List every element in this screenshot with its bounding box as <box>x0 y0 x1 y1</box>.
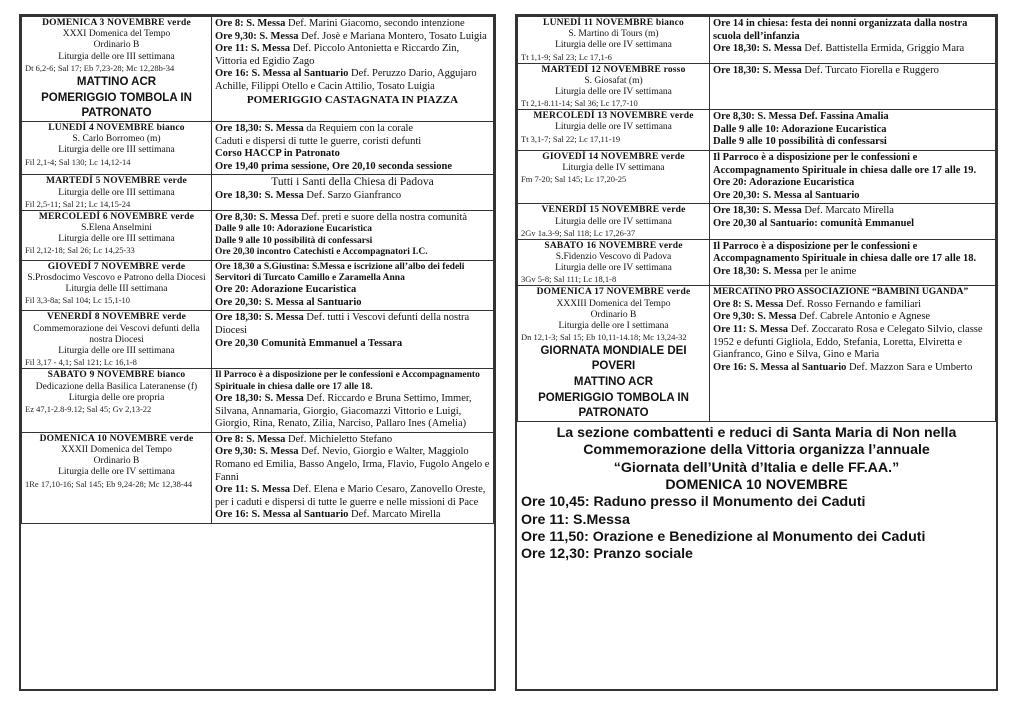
event-time: Ore 18,30: S. Messa <box>215 312 304 324</box>
event-details: Def. Josè e Mariana Montero, Tosato Luigia <box>298 30 487 42</box>
schedule-row <box>22 175 494 210</box>
day-title: GIOVEDÌ 7 NOVEMBRE verde <box>47 261 186 272</box>
liturgy-line: S. Giosafat (m) <box>584 75 643 86</box>
event-line <box>713 362 992 375</box>
day-cell <box>22 121 212 174</box>
day-title: GIOVEDÌ 14 NOVEMBRE verde <box>542 152 685 163</box>
event-time: Ore 9,30: S. Messa <box>215 30 299 42</box>
event-time: Ore 8,30: S. Messa <box>215 211 299 223</box>
events-cell <box>212 121 494 174</box>
event-line <box>713 177 992 190</box>
event-line <box>713 311 992 324</box>
left-schedule-table <box>21 16 494 524</box>
event-time: Ore 9,30: S. Messa <box>713 311 797 323</box>
right-schedule-column <box>515 14 998 691</box>
event-line <box>215 484 490 509</box>
day-title: LUNEDÌ 4 NOVEMBRE bianco <box>48 122 185 133</box>
schedule-row <box>22 121 494 174</box>
event-line <box>713 111 992 124</box>
day-cell <box>22 210 212 260</box>
announcement-event-title: “Giornata dell’Unità d’Italia e delle FF.AA.” <box>613 459 900 476</box>
event-time: Il Parroco è a disposizione per le confessioni e Accompagnamento Spirituale in chiesa dalle ore 17 alle 18. <box>713 240 977 265</box>
event-details: Caduti e dispersi di tutte le guerre, coristi defunti <box>215 135 422 147</box>
day-cell <box>518 204 710 239</box>
event-details: Def. preti e suore della nostra comunità <box>298 211 468 223</box>
event-details: Def. Marcato Mirella <box>801 205 894 217</box>
day-cell <box>22 17 212 122</box>
liturgy-line: Ordinario B <box>590 309 637 320</box>
liturgy-line: Dedicazione della Basilica Lateranense (f) <box>35 381 198 392</box>
event-details: Def. Peruzzo Dario, Aggujaro Achille, Filippi Otello e Cacin Attilio, Tosato Luigia <box>215 68 477 92</box>
event-details: Def. Marini Giacomo, secondo intenzione <box>285 18 465 29</box>
announcement-line: Ore 11: S.Messa <box>521 511 630 528</box>
event-line <box>713 190 992 203</box>
event-time: Ore 16: S. Messa al Santuario <box>215 68 349 80</box>
event-line <box>215 338 490 351</box>
event-line <box>713 266 992 279</box>
event-line <box>215 190 490 203</box>
liturgy-line: Liturgia delle IV settimana <box>562 163 665 174</box>
event-note: Ore 18,30 a S.Giustina: S.Messa e iscrizione all’albo dei fedeli Servitori di Turcato Camillo e Zaramella Anna <box>215 261 465 283</box>
event-time: Ore 18,30: S. Messa <box>713 205 802 217</box>
day-cell <box>22 311 212 369</box>
event-line <box>215 297 490 310</box>
readings: 3Gv 5-8; Sal 111; Lc 18,1-8 <box>521 274 617 285</box>
liturgy-line: S.Prosdocimo Vescovo e Patrono della Diocesi <box>27 272 206 283</box>
event-time: Ore 16: S. Messa al Santuario <box>215 509 349 521</box>
event-line <box>713 218 992 231</box>
schedule-row <box>518 204 996 239</box>
day-highlight: GIORNATA MONDIALE DEI POVERI <box>540 345 687 372</box>
liturgy-line: S. Martino di Tours (m) <box>568 29 659 40</box>
day-cell <box>518 151 710 204</box>
event-time: Dalle 9 alle 10: Adorazione Eucaristica <box>713 123 887 135</box>
event-note: Dalle 9 alle 10: Adorazione Eucaristica <box>215 224 372 235</box>
day-title: MARTEDÌ 12 NOVEMBRE rosso <box>541 64 686 75</box>
event-line <box>215 123 490 136</box>
events-cell <box>710 110 996 151</box>
schedule-row <box>518 286 996 422</box>
event-line <box>713 299 992 312</box>
event-time: Ore 16: S. Messa al Santuario <box>713 361 847 373</box>
readings: Fil 2,12-18; Sal 26; Lc 14,25-33 <box>25 245 135 256</box>
events-cell <box>710 286 996 422</box>
readings: Dt 6,2-6; Sal 17; Eb 7,23-28; Mc 12,28b-34 <box>25 62 175 73</box>
event-line <box>713 124 992 137</box>
day-cell <box>22 369 212 433</box>
day-cell <box>22 432 212 523</box>
event-time: Ore 19,40 prima sessione, Ore 20,10 seconda sessione <box>215 160 453 172</box>
event-line <box>215 434 490 447</box>
event-time: Ore 20,30: S. Messa al Santuario <box>215 296 362 308</box>
event-time: Ore 8: S. Messa <box>713 298 784 310</box>
event-time: Ore 20,30: S. Messa al Santuario <box>713 189 860 201</box>
event-details: Def. Turcato Fiorella e Ruggero <box>801 64 939 76</box>
event-line <box>713 18 992 43</box>
event-time: Ore 18,30: S. Messa <box>215 190 304 202</box>
day-title: SABATO 9 NOVEMBRE bianco <box>47 370 186 381</box>
event-note: Il Parroco è a disposizione per le confessioni e Accompagnamento Spirituale in chiesa dalle ore 17 alle 18. <box>215 370 480 392</box>
schedule-row <box>518 17 996 64</box>
readings: Fm 7-20; Sal 145; Lc 17,20-25 <box>521 174 627 185</box>
events-cell <box>212 432 494 523</box>
liturgy-line: Liturgia delle ore III settimana <box>58 51 175 62</box>
event-details: Def. Zoccarato Rosa e Celegato Silvio, classe 1952 e defunti Gigliola, Eddo, Stefania, Loretta, Elviretta e Gianfranco, Gino e Silva, Gino e Maria <box>713 324 983 361</box>
day-title: VENERDÌ 8 NOVEMBRE verde <box>46 312 187 323</box>
right-schedule-table <box>517 16 996 422</box>
event-note: Ore 20,30 incontro Catechisti e Accompagnatori I.C. <box>215 247 428 258</box>
event-note: Dalle 9 alle 10 possibilità di confessarsi <box>215 235 373 246</box>
liturgy-line: Liturgia delle ore IV settimana <box>555 263 672 274</box>
event-details: Def. Mazzon Sara e Umberto <box>846 361 973 373</box>
day-title: DOMENICA 17 NOVEMBRE verde <box>536 287 691 298</box>
event-line <box>215 284 490 297</box>
event-line <box>713 136 992 149</box>
event-details: da Requiem con la corale <box>303 122 414 134</box>
schedule-row <box>518 151 996 204</box>
readings: Tt 2,1-8.11-14; Sal 36; Lc 17,7-10 <box>521 98 638 109</box>
event-details: Def. Riccardo e Bruna Settimo, Immer, Silvana, Annamaria, Giorgio, Giacomazzi Vittorio e Luigi, Giorgio, Rina, Renato, Zilia, Narciso, Pallaro Ines (Amelia) <box>215 393 472 430</box>
day-title: VENERDÌ 15 NOVEMBRE verde <box>541 205 686 216</box>
liturgy-line: Liturgia delle ore IV settimana <box>555 122 672 133</box>
day-cell <box>518 110 710 151</box>
left-schedule-column <box>19 14 496 691</box>
liturgy-line: XXXII Domenica del Tempo <box>61 445 172 456</box>
liturgy-line: Liturgia delle ore propria <box>68 392 165 403</box>
readings: Fil 3,3-8a; Sal 104; Lc 15,1-10 <box>25 295 131 306</box>
event-time: Ore 20: Adorazione Eucaristica <box>713 177 855 189</box>
liturgy-line: Ordinario B <box>93 40 140 51</box>
liturgy-line: Commemorazione dei Vescovi defunti della nostra Diocesi <box>33 323 200 345</box>
event-line <box>713 65 992 78</box>
event-time: Ore 18,30: S. Messa <box>713 64 802 76</box>
events-cell <box>710 63 996 110</box>
day-highlight: POMERIGGIO TOMBOLA IN PATRONATO <box>538 392 689 419</box>
events-cell <box>710 239 996 286</box>
events-cell <box>212 260 494 311</box>
event-line <box>215 18 490 31</box>
liturgy-line: Liturgia delle ore IV settimana <box>555 40 672 51</box>
liturgy-line: Liturgia delle ore III settimana <box>58 145 175 156</box>
event-details: Def. Battistella Ermida, Griggio Mara <box>801 43 965 55</box>
event-line <box>713 43 992 56</box>
event-line <box>215 161 490 174</box>
day-title: MERCOLEDÌ 13 NOVEMBRE verde <box>533 111 694 122</box>
event-time: Ore 18,30: S. Messa <box>713 43 802 55</box>
event-details: Def. Sarzo Gianfranco <box>303 190 402 202</box>
event-time: Ore 14 in chiesa: festa dei nonni organizzata dalla nostra scuola dell’infanzia <box>713 18 968 42</box>
event-details: Def. Piccolo Antonietta e Riccardo Zin, Vittoria ed Egidio Zago <box>215 43 460 67</box>
events-cell <box>710 151 996 204</box>
event-line <box>215 136 490 149</box>
day-cell <box>518 17 710 64</box>
liturgy-line: S. Carlo Borromeo (m) <box>72 134 161 145</box>
events-cell <box>212 311 494 369</box>
announcement-intro: La sezione combattenti e reduci di Santa Maria di Non nella Commemorazione della Vittoria organizza l’annuale <box>556 425 957 459</box>
schedule-row <box>22 210 494 260</box>
event-time: Ore 20,30 al Santuario: comunità Emmanuel <box>713 218 915 229</box>
events-cell <box>212 210 494 260</box>
liturgy-line: Liturgia delle ore I settimana <box>558 321 669 332</box>
liturgy-line: Liturgia delle ore III settimana <box>58 346 175 357</box>
day-highlight: MATTINO ACR <box>573 376 654 389</box>
schedule-row <box>22 369 494 433</box>
liturgy-line: Liturgia delle ore IV settimana <box>555 216 672 227</box>
liturgy-line: Liturgia delle III settimana <box>65 283 168 294</box>
liturgy-line: XXXIII Domenica del Tempo <box>556 298 671 309</box>
day-cell <box>518 286 710 422</box>
event-line <box>215 148 490 161</box>
day-cell <box>518 63 710 110</box>
announcement-line: Ore 11,50: Orazione e Benedizione al Monumento dei Caduti <box>521 529 926 546</box>
event-details: Def. Cabrele Antonio e Agnese <box>796 311 931 323</box>
day-cell <box>518 239 710 286</box>
announcement-line: Ore 10,45: Raduno presso il Monumento dei Caduti <box>521 494 866 511</box>
liturgy-line: S.Fidenzio Vescovo di Padova <box>555 252 672 263</box>
event-details: Def. Michieletto Stefano <box>285 433 393 445</box>
event-details: Def. Elena e Mario Cesaro, Zanovello Oreste, per i caduti e dispersi di tutte le guerre e nelle missioni di Pace <box>215 484 486 508</box>
readings: Fil 3,17 - 4,1; Sal 121; Lc 16,1-8 <box>25 357 137 368</box>
events-cell <box>710 17 996 64</box>
day-cell <box>22 260 212 311</box>
event-line <box>215 393 490 431</box>
event-line <box>215 43 490 68</box>
event-line <box>215 31 490 44</box>
event-time: Ore 8,30: S. Messa Def. Fassina Amalia <box>713 111 889 123</box>
liturgy-line: XXXI Domenica del Tempo <box>62 29 171 40</box>
day-title: DOMENICA 10 NOVEMBRE verde <box>39 433 194 444</box>
readings: Dn 12,1-3; Sal 15; Eb 10,11-14.18; Mc 13,24-32 <box>521 332 687 343</box>
event-details: per le anime <box>801 266 857 278</box>
event-note: MERCATINO PRO ASSOCIAZIONE “BAMBINI UGANDA” <box>713 287 969 298</box>
readings: 2Gv 1a.3-9; Sal 118; Lc 17,26-37 <box>521 227 636 238</box>
announcement-block <box>517 422 996 567</box>
events-cell <box>212 175 494 210</box>
event-details: Def. tutti i Vescovi defunti della nostra Diocesi <box>215 312 470 337</box>
event-time: Ore 18,30: S. Messa <box>215 122 304 134</box>
event-time: Il Parroco è a disposizione per le confessioni e Accompagnamento Spirituale in chiesa dalle ore 17 alle 19. <box>713 152 977 176</box>
day-highlight: POMERIGGIO TOMBOLA IN PATRONATO <box>41 92 192 119</box>
event-details: Def. Nevio, Giorgio e Walter, Maggiolo Romano ed Emilia, Basso Angelo, Irma, Flavio, Fugolo Angelo e Fannì <box>215 446 490 483</box>
event-time: Ore 11: S. Messa <box>215 43 291 55</box>
event-line <box>215 509 490 522</box>
day-title: DOMENICA 3 NOVEMBRE verde <box>42 18 191 28</box>
event-time: Ore 11: S. Messa <box>215 484 291 496</box>
readings: Tt 3,1-7; Sal 22; Lc 17,11-19 <box>521 133 621 144</box>
event-details: Def. Rosso Fernando e familiari <box>783 298 922 310</box>
liturgy-line: S.Elena Anselmini <box>81 222 152 233</box>
event-time: Ore 20: Adorazione Eucaristica <box>215 284 357 296</box>
event-line <box>215 312 490 337</box>
readings: Fil 2,5-11; Sal 21; Lc 14,15-24 <box>25 198 131 209</box>
event-line <box>713 241 992 266</box>
day-title: LUNEDÌ 11 NOVEMBRE bianco <box>543 18 684 28</box>
day-title: SABATO 16 NOVEMBRE verde <box>544 240 683 251</box>
event-line <box>713 205 992 218</box>
readings: Fil 2,1-4; Sal 130; Lc 14,12-14 <box>25 156 131 167</box>
schedule-row <box>518 110 996 151</box>
readings: Tt 1,1-9; Sal 23; Lc 17,1-6 <box>521 51 612 62</box>
schedule-row <box>518 63 996 110</box>
readings: Ez 47,1-2.8-9.12; Sal 45; Gv 2,13-22 <box>25 403 152 414</box>
event-line <box>713 324 992 362</box>
liturgy-line: Liturgia delle ore IV settimana <box>58 467 175 478</box>
schedule-row <box>22 432 494 523</box>
schedule-row <box>22 260 494 311</box>
announcement-date: DOMENICA 10 NOVEMBRE <box>665 477 848 494</box>
event-line <box>215 446 490 484</box>
events-cell <box>212 17 494 122</box>
event-details: Def. Marcato Mirella <box>348 509 441 521</box>
event-line <box>215 68 490 93</box>
schedule-row <box>22 311 494 369</box>
announcement-line: Ore 12,30: Pranzo sociale <box>521 546 693 563</box>
event-time: Corso HACCP in Patronato <box>215 148 340 160</box>
day-cell <box>22 175 212 210</box>
liturgy-line: Liturgia delle ore III settimana <box>58 187 175 198</box>
schedule-row <box>22 17 494 122</box>
event-time: Ore 20,30 Comunità Emmanuel a Tessara <box>215 337 403 349</box>
events-cell <box>212 369 494 433</box>
event-time: Ore 9,30: S. Messa <box>215 446 299 458</box>
event-line <box>215 212 490 225</box>
event-heading: POMERIGGIO CASTAGNATA IN PIAZZA <box>246 93 459 106</box>
events-cell <box>710 204 996 239</box>
day-title: MERCOLEDÌ 6 NOVEMBRE verde <box>38 211 195 222</box>
schedule-row <box>518 239 996 286</box>
event-time: Ore 11: S. Messa <box>713 324 789 336</box>
event-line <box>713 152 992 177</box>
event-time: Ore 8: S. Messa <box>215 18 286 29</box>
event-time: Ore 8: S. Messa <box>215 433 286 445</box>
readings: 1Re 17,10-16; Sal 145; Eb 9,24-28; Mc 12,38-44 <box>25 478 193 489</box>
event-time: Dalle 9 alle 10 possibilità di confessarsi <box>713 136 887 148</box>
liturgy-line: Liturgia delle ore III settimana <box>58 234 175 245</box>
event-time: Ore 18,30: S. Messa <box>713 266 802 278</box>
liturgy-line: Liturgia delle ore IV settimana <box>555 87 672 98</box>
day-title: MARTEDÌ 5 NOVEMBRE verde <box>46 176 187 187</box>
event-heading: Tutti i Santi della Chiesa di Padova <box>271 176 434 189</box>
liturgy-line: Ordinario B <box>93 456 140 467</box>
day-highlight: MATTINO ACR <box>76 75 157 88</box>
event-time: Ore 18,30: S. Messa <box>215 393 304 405</box>
